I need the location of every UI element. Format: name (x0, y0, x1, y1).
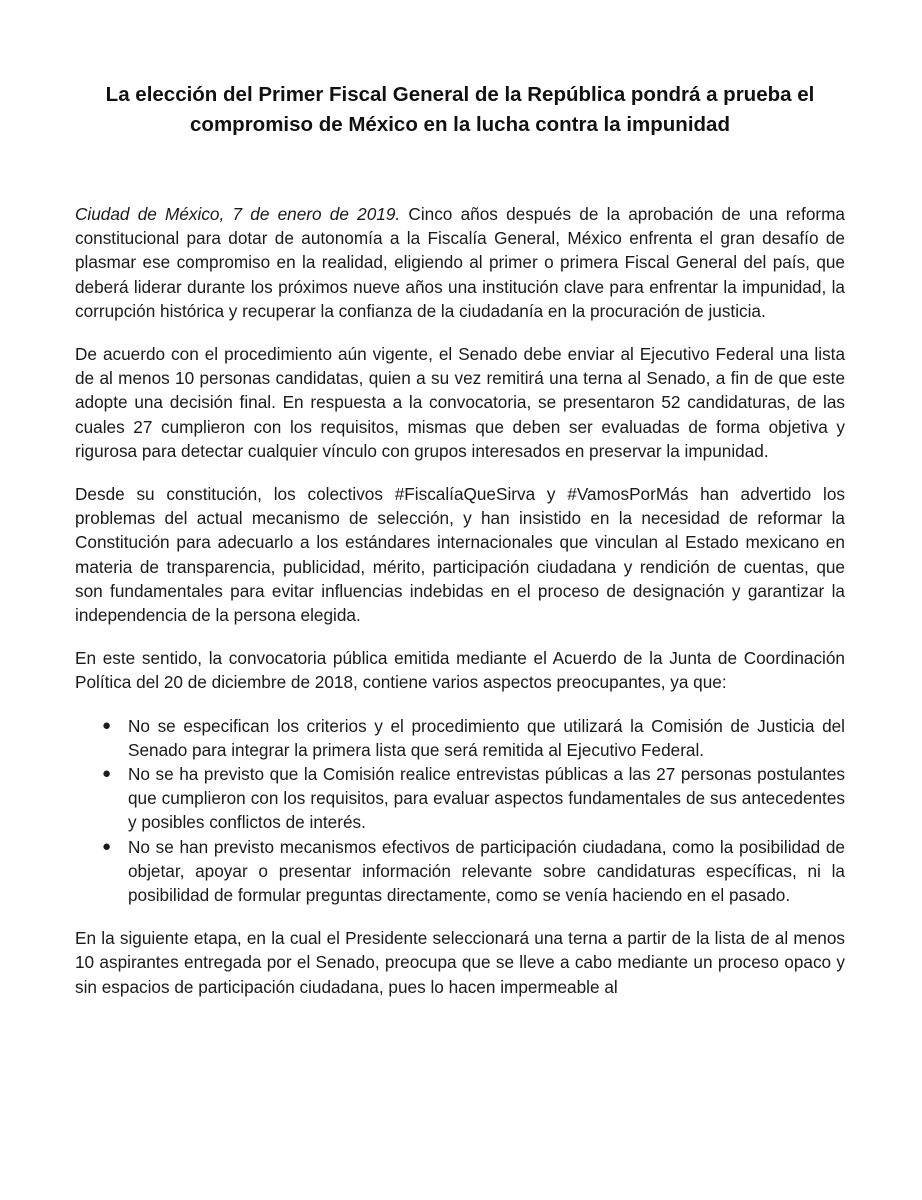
document-page (75, 80, 845, 999)
list-item-text: No se ha previsto que la Comisión realice entrevistas públicas a las 27 personas postulantes que cumplieron con los requisitos, para evaluar aspectos fundamentales de sus antecedentes y posibles conflictos de interés. (128, 764, 845, 833)
paragraph-collectives: Desde su constitución, los colectivos #FiscalíaQueSirva y #VamosPorMás han advertido los problemas del actual mecanismo de selección, y han insistido en la necesidad de reformar la Constitución para adecuarlo a los estándares internacionales que vinculan al Estado mexicano en materia de transparencia, publicidad, mérito, participación ciudadana y rendición de cuentas, que son fundamentales para evitar influencias indebidas en el proceso de designación y garantizar la independencia de la persona elegida. (75, 484, 845, 626)
dateline: Ciudad de México, 7 de enero de 2019. (75, 204, 401, 224)
paragraph-procedure: De acuerdo con el procedimiento aún vigente, el Senado debe enviar al Ejecutivo Federal una lista de al menos 10 personas candidatas, quien a su vez remitirá una terna al Senado, a fin de que este adopte una decisión final. En respuesta a la convocatoria, se presentaron 52 candidaturas, de las cuales 27 cumplieron con los requisitos, mismas que deben ser evaluadas de forma objetiva y rigurosa para detectar cualquier vínculo con grupos interesados en preservar la impunidad. (75, 344, 845, 461)
concerns-list (75, 714, 845, 908)
list-item (75, 835, 845, 908)
bullet-icon: ● (102, 765, 112, 783)
list-item (75, 762, 845, 835)
bullet-icon: ● (102, 837, 112, 855)
paragraph-intro-text: Cinco años después de la aprobación de una reforma constitucional para dotar de autonomía a la Fiscalía General, México enfrenta el gran desafío de plasmar ese compromiso en la realidad, eligiendo al primer o primera Fiscal General del país, que deberá liderar durante los próximos nueve años una institución clave para enfrentar la impunidad, la corrupción histórica y recuperar la confianza de la ciudadanía en la procuración de justicia. (75, 204, 845, 321)
list-item (75, 714, 845, 762)
list-item-text: No se especifican los criterios y el procedimiento que utilizará la Comisión de Justicia del Senado para integrar la primera lista que será remitida al Ejecutivo Federal. (128, 715, 845, 760)
paragraph-convocatoria: En este sentido, la convocatoria pública emitida mediante el Acuerdo de la Junta de Coordinación Política del 20 de diciembre de 2018, contiene varios aspectos preocupantes, ya que: (75, 648, 845, 693)
paragraph-intro (75, 202, 845, 323)
document-title: La elección del Primer Fiscal General de la República pondrá a prueba el compromiso de México en la lucha contra la impunidad (105, 83, 815, 136)
bullet-icon: ● (102, 716, 112, 734)
list-item-text: No se han previsto mecanismos efectivos de participación ciudadana, como la posibilidad de objetar, apoyar o presentar información relevante sobre candidaturas específicas, ni la posibilidad de formular preguntas directamente, como se venía haciendo en el pasado. (128, 836, 845, 906)
paragraph-next-stage: En la siguiente etapa, en la cual el Presidente seleccionará una terna a partir de la lista de al menos 10 aspirantes entregada por el Senado, preocupa que se lleve a cabo mediante un proceso opaco y sin espacios de participación ciudadana, pues lo hacen impermeable al (75, 928, 845, 997)
